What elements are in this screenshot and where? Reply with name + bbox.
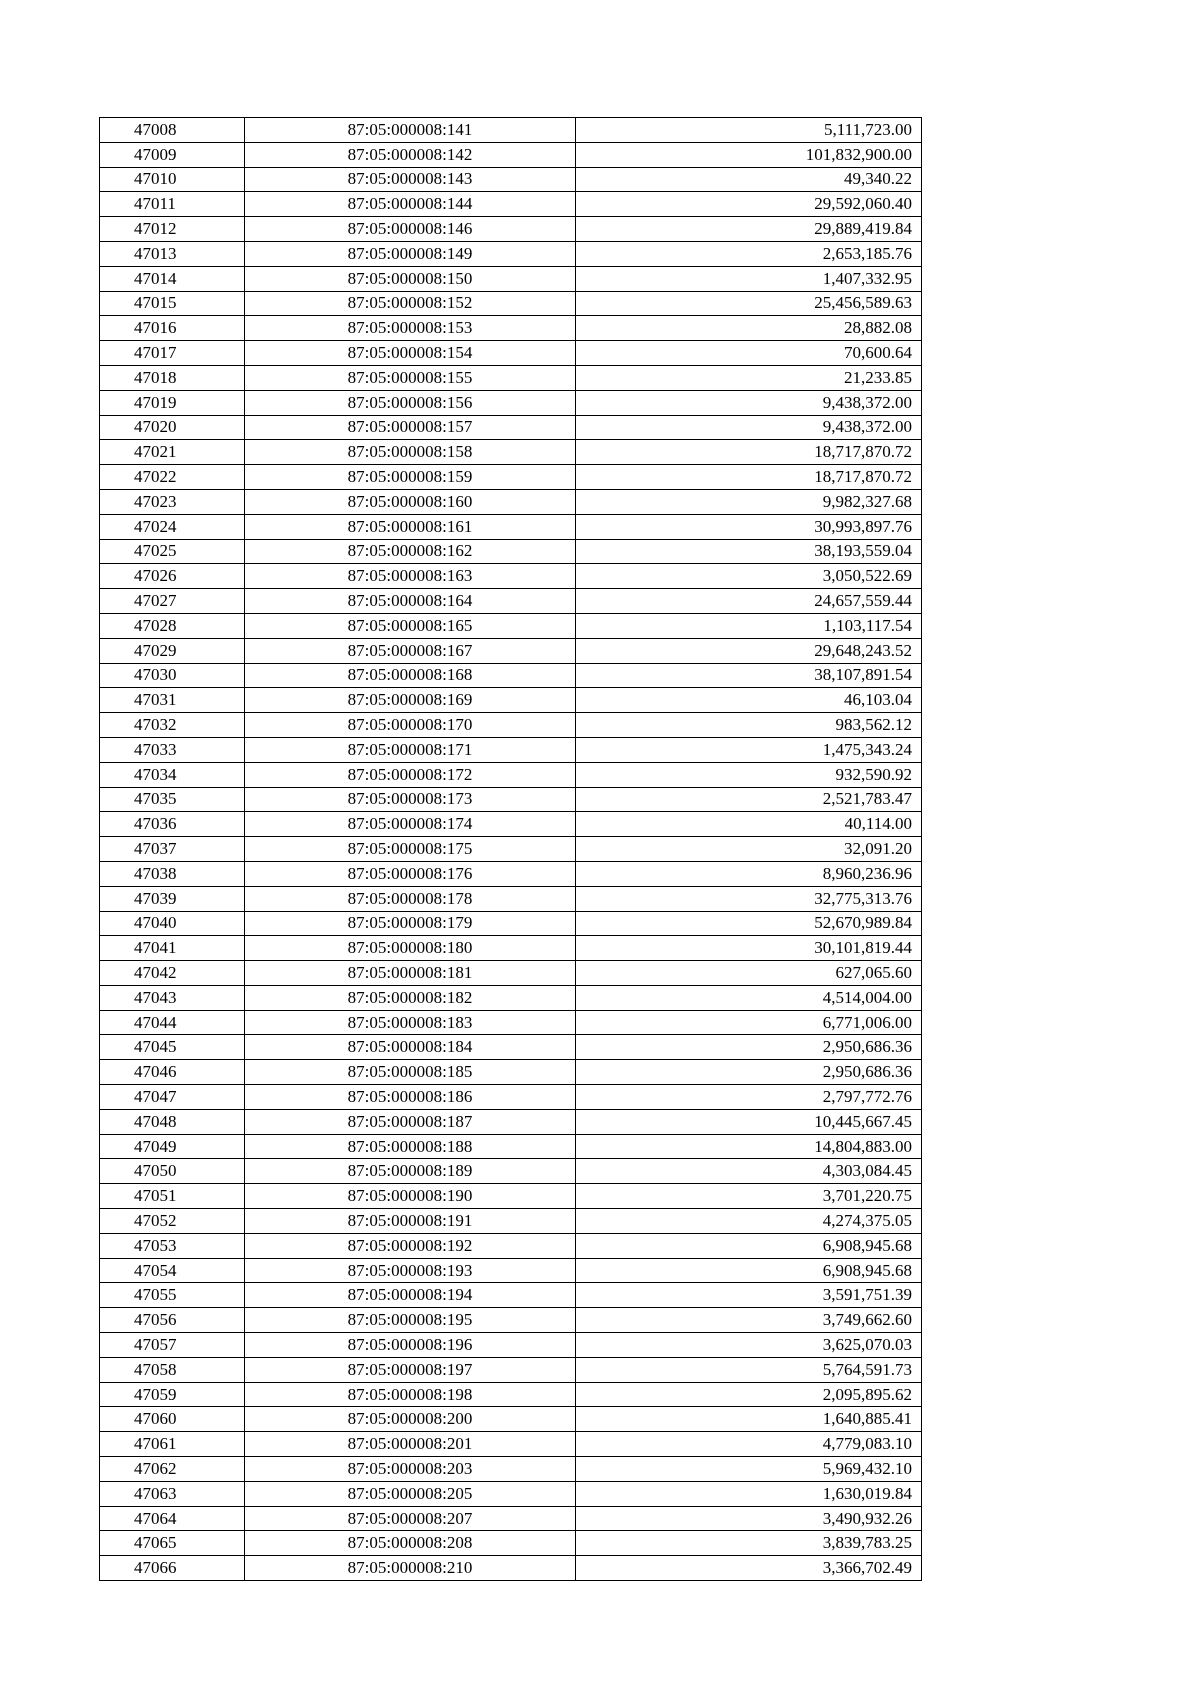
row-number-cell: 47027 xyxy=(100,589,245,614)
row-number-cell: 47059 xyxy=(100,1382,245,1407)
table-row xyxy=(100,167,922,192)
table-row xyxy=(100,217,922,242)
row-number-cell: 47019 xyxy=(100,390,245,415)
cadastral-number-cell: 87:05:000008:203 xyxy=(245,1457,576,1482)
value-cell: 3,366,702.49 xyxy=(576,1556,922,1581)
row-number-cell: 47036 xyxy=(100,812,245,837)
row-number-cell: 47015 xyxy=(100,291,245,316)
cadastral-number-cell: 87:05:000008:154 xyxy=(245,341,576,366)
cadastral-number-cell: 87:05:000008:157 xyxy=(245,415,576,440)
cadastral-value-table xyxy=(99,117,922,1581)
cadastral-number-cell: 87:05:000008:201 xyxy=(245,1432,576,1457)
table-row xyxy=(100,1109,922,1134)
cadastral-number-cell: 87:05:000008:172 xyxy=(245,762,576,787)
cadastral-number-cell: 87:05:000008:170 xyxy=(245,713,576,738)
value-cell: 2,797,772.76 xyxy=(576,1085,922,1110)
value-cell: 1,630,019.84 xyxy=(576,1481,922,1506)
value-cell: 3,050,522.69 xyxy=(576,564,922,589)
value-cell: 2,095,895.62 xyxy=(576,1382,922,1407)
cadastral-number-cell: 87:05:000008:208 xyxy=(245,1531,576,1556)
table-row xyxy=(100,1060,922,1085)
value-cell: 4,303,084.45 xyxy=(576,1159,922,1184)
table-row xyxy=(100,936,922,961)
cadastral-number-cell: 87:05:000008:205 xyxy=(245,1481,576,1506)
table-row xyxy=(100,1531,922,1556)
cadastral-number-cell: 87:05:000008:143 xyxy=(245,167,576,192)
cadastral-number-cell: 87:05:000008:149 xyxy=(245,241,576,266)
value-cell: 2,950,686.36 xyxy=(576,1035,922,1060)
row-number-cell: 47061 xyxy=(100,1432,245,1457)
row-number-cell: 47040 xyxy=(100,911,245,936)
cadastral-number-cell: 87:05:000008:171 xyxy=(245,737,576,762)
table-row xyxy=(100,1209,922,1234)
value-cell: 3,625,070.03 xyxy=(576,1333,922,1358)
row-number-cell: 47045 xyxy=(100,1035,245,1060)
cadastral-number-cell: 87:05:000008:165 xyxy=(245,613,576,638)
cadastral-number-cell: 87:05:000008:198 xyxy=(245,1382,576,1407)
table-row xyxy=(100,489,922,514)
row-number-cell: 47020 xyxy=(100,415,245,440)
row-number-cell: 47056 xyxy=(100,1308,245,1333)
value-cell: 3,839,783.25 xyxy=(576,1531,922,1556)
table-row xyxy=(100,192,922,217)
cadastral-number-cell: 87:05:000008:168 xyxy=(245,663,576,688)
value-cell: 9,438,372.00 xyxy=(576,390,922,415)
row-number-cell: 47008 xyxy=(100,118,245,143)
table-row xyxy=(100,1457,922,1482)
row-number-cell: 47014 xyxy=(100,266,245,291)
value-cell: 4,779,083.10 xyxy=(576,1432,922,1457)
table-row xyxy=(100,564,922,589)
cadastral-number-cell: 87:05:000008:144 xyxy=(245,192,576,217)
cadastral-number-cell: 87:05:000008:173 xyxy=(245,787,576,812)
table-row xyxy=(100,415,922,440)
table-row xyxy=(100,118,922,143)
cadastral-number-cell: 87:05:000008:164 xyxy=(245,589,576,614)
table-row xyxy=(100,713,922,738)
value-cell: 5,111,723.00 xyxy=(576,118,922,143)
table-row xyxy=(100,1010,922,1035)
row-number-cell: 47054 xyxy=(100,1258,245,1283)
value-cell: 6,908,945.68 xyxy=(576,1233,922,1258)
table-row xyxy=(100,1556,922,1581)
row-number-cell: 47048 xyxy=(100,1109,245,1134)
table-row xyxy=(100,787,922,812)
cadastral-number-cell: 87:05:000008:181 xyxy=(245,961,576,986)
value-cell: 1,475,343.24 xyxy=(576,737,922,762)
value-cell: 1,103,117.54 xyxy=(576,613,922,638)
cadastral-number-cell: 87:05:000008:162 xyxy=(245,539,576,564)
table-row xyxy=(100,539,922,564)
table-row xyxy=(100,688,922,713)
table-row xyxy=(100,1333,922,1358)
value-cell: 29,592,060.40 xyxy=(576,192,922,217)
cadastral-number-cell: 87:05:000008:159 xyxy=(245,465,576,490)
value-cell: 5,764,591.73 xyxy=(576,1357,922,1382)
table-body xyxy=(100,118,922,1581)
cadastral-number-cell: 87:05:000008:194 xyxy=(245,1283,576,1308)
row-number-cell: 47057 xyxy=(100,1333,245,1358)
cadastral-number-cell: 87:05:000008:167 xyxy=(245,638,576,663)
row-number-cell: 47038 xyxy=(100,861,245,886)
value-cell: 4,514,004.00 xyxy=(576,985,922,1010)
row-number-cell: 47013 xyxy=(100,241,245,266)
row-number-cell: 47065 xyxy=(100,1531,245,1556)
row-number-cell: 47023 xyxy=(100,489,245,514)
cadastral-number-cell: 87:05:000008:182 xyxy=(245,985,576,1010)
row-number-cell: 47018 xyxy=(100,365,245,390)
row-number-cell: 47037 xyxy=(100,837,245,862)
table-row xyxy=(100,1357,922,1382)
value-cell: 5,969,432.10 xyxy=(576,1457,922,1482)
table-row xyxy=(100,365,922,390)
table-row xyxy=(100,812,922,837)
value-cell: 49,340.22 xyxy=(576,167,922,192)
value-cell: 18,717,870.72 xyxy=(576,465,922,490)
row-number-cell: 47042 xyxy=(100,961,245,986)
table-row xyxy=(100,1085,922,1110)
value-cell: 10,445,667.45 xyxy=(576,1109,922,1134)
table-row xyxy=(100,1159,922,1184)
table-row xyxy=(100,961,922,986)
table-row xyxy=(100,316,922,341)
table-row xyxy=(100,1283,922,1308)
row-number-cell: 47039 xyxy=(100,886,245,911)
row-number-cell: 47064 xyxy=(100,1506,245,1531)
cadastral-number-cell: 87:05:000008:179 xyxy=(245,911,576,936)
cadastral-number-cell: 87:05:000008:146 xyxy=(245,217,576,242)
cadastral-number-cell: 87:05:000008:193 xyxy=(245,1258,576,1283)
row-number-cell: 47032 xyxy=(100,713,245,738)
cadastral-number-cell: 87:05:000008:169 xyxy=(245,688,576,713)
row-number-cell: 47052 xyxy=(100,1209,245,1234)
row-number-cell: 47047 xyxy=(100,1085,245,1110)
value-cell: 1,407,332.95 xyxy=(576,266,922,291)
value-cell: 6,771,006.00 xyxy=(576,1010,922,1035)
table-row xyxy=(100,886,922,911)
value-cell: 25,456,589.63 xyxy=(576,291,922,316)
cadastral-number-cell: 87:05:000008:142 xyxy=(245,142,576,167)
cadastral-number-cell: 87:05:000008:175 xyxy=(245,837,576,862)
table-row xyxy=(100,1407,922,1432)
table-row xyxy=(100,589,922,614)
row-number-cell: 47024 xyxy=(100,514,245,539)
value-cell: 32,775,313.76 xyxy=(576,886,922,911)
row-number-cell: 47046 xyxy=(100,1060,245,1085)
cadastral-number-cell: 87:05:000008:189 xyxy=(245,1159,576,1184)
cadastral-number-cell: 87:05:000008:141 xyxy=(245,118,576,143)
row-number-cell: 47041 xyxy=(100,936,245,961)
value-cell: 14,804,883.00 xyxy=(576,1134,922,1159)
row-number-cell: 47011 xyxy=(100,192,245,217)
row-number-cell: 47033 xyxy=(100,737,245,762)
row-number-cell: 47060 xyxy=(100,1407,245,1432)
row-number-cell: 47028 xyxy=(100,613,245,638)
value-cell: 28,882.08 xyxy=(576,316,922,341)
table-row xyxy=(100,390,922,415)
value-cell: 46,103.04 xyxy=(576,688,922,713)
value-cell: 38,193,559.04 xyxy=(576,539,922,564)
cadastral-number-cell: 87:05:000008:191 xyxy=(245,1209,576,1234)
table-row xyxy=(100,985,922,1010)
value-cell: 932,590.92 xyxy=(576,762,922,787)
value-cell: 2,950,686.36 xyxy=(576,1060,922,1085)
value-cell: 38,107,891.54 xyxy=(576,663,922,688)
value-cell: 101,832,900.00 xyxy=(576,142,922,167)
table-row xyxy=(100,613,922,638)
value-cell: 3,749,662.60 xyxy=(576,1308,922,1333)
value-cell: 2,521,783.47 xyxy=(576,787,922,812)
table-row xyxy=(100,1308,922,1333)
value-cell: 3,701,220.75 xyxy=(576,1184,922,1209)
value-cell: 40,114.00 xyxy=(576,812,922,837)
table-row xyxy=(100,737,922,762)
table-row xyxy=(100,1258,922,1283)
row-number-cell: 47012 xyxy=(100,217,245,242)
row-number-cell: 47055 xyxy=(100,1283,245,1308)
cadastral-number-cell: 87:05:000008:160 xyxy=(245,489,576,514)
cadastral-number-cell: 87:05:000008:186 xyxy=(245,1085,576,1110)
cadastral-number-cell: 87:05:000008:180 xyxy=(245,936,576,961)
value-cell: 3,490,932.26 xyxy=(576,1506,922,1531)
row-number-cell: 47053 xyxy=(100,1233,245,1258)
row-number-cell: 47029 xyxy=(100,638,245,663)
row-number-cell: 47026 xyxy=(100,564,245,589)
row-number-cell: 47031 xyxy=(100,688,245,713)
value-cell: 983,562.12 xyxy=(576,713,922,738)
row-number-cell: 47030 xyxy=(100,663,245,688)
cadastral-number-cell: 87:05:000008:161 xyxy=(245,514,576,539)
table-row xyxy=(100,440,922,465)
table-row xyxy=(100,663,922,688)
row-number-cell: 47010 xyxy=(100,167,245,192)
row-number-cell: 47017 xyxy=(100,341,245,366)
cadastral-number-cell: 87:05:000008:155 xyxy=(245,365,576,390)
row-number-cell: 47058 xyxy=(100,1357,245,1382)
table-row xyxy=(100,241,922,266)
value-cell: 9,438,372.00 xyxy=(576,415,922,440)
cadastral-number-cell: 87:05:000008:195 xyxy=(245,1308,576,1333)
row-number-cell: 47062 xyxy=(100,1457,245,1482)
table-row xyxy=(100,911,922,936)
cadastral-number-cell: 87:05:000008:178 xyxy=(245,886,576,911)
row-number-cell: 47025 xyxy=(100,539,245,564)
row-number-cell: 47050 xyxy=(100,1159,245,1184)
cadastral-number-cell: 87:05:000008:150 xyxy=(245,266,576,291)
value-cell: 8,960,236.96 xyxy=(576,861,922,886)
cadastral-number-cell: 87:05:000008:158 xyxy=(245,440,576,465)
value-cell: 6,908,945.68 xyxy=(576,1258,922,1283)
cadastral-number-cell: 87:05:000008:152 xyxy=(245,291,576,316)
table-row xyxy=(100,762,922,787)
cadastral-number-cell: 87:05:000008:184 xyxy=(245,1035,576,1060)
table-row xyxy=(100,638,922,663)
row-number-cell: 47044 xyxy=(100,1010,245,1035)
value-cell: 24,657,559.44 xyxy=(576,589,922,614)
value-cell: 21,233.85 xyxy=(576,365,922,390)
row-number-cell: 47063 xyxy=(100,1481,245,1506)
table-row xyxy=(100,142,922,167)
table-row xyxy=(100,1481,922,1506)
table-row xyxy=(100,291,922,316)
value-cell: 627,065.60 xyxy=(576,961,922,986)
value-cell: 18,717,870.72 xyxy=(576,440,922,465)
cadastral-number-cell: 87:05:000008:192 xyxy=(245,1233,576,1258)
value-cell: 52,670,989.84 xyxy=(576,911,922,936)
cadastral-number-cell: 87:05:000008:163 xyxy=(245,564,576,589)
table-row xyxy=(100,514,922,539)
cadastral-number-cell: 87:05:000008:210 xyxy=(245,1556,576,1581)
table-row xyxy=(100,1134,922,1159)
table-row xyxy=(100,341,922,366)
table-row xyxy=(100,1233,922,1258)
row-number-cell: 47043 xyxy=(100,985,245,1010)
value-cell: 9,982,327.68 xyxy=(576,489,922,514)
value-cell: 1,640,885.41 xyxy=(576,1407,922,1432)
value-cell: 29,648,243.52 xyxy=(576,638,922,663)
table-row xyxy=(100,1432,922,1457)
value-cell: 29,889,419.84 xyxy=(576,217,922,242)
row-number-cell: 47009 xyxy=(100,142,245,167)
table-row xyxy=(100,1184,922,1209)
row-number-cell: 47066 xyxy=(100,1556,245,1581)
row-number-cell: 47049 xyxy=(100,1134,245,1159)
value-cell: 30,101,819.44 xyxy=(576,936,922,961)
cadastral-number-cell: 87:05:000008:185 xyxy=(245,1060,576,1085)
table-row xyxy=(100,861,922,886)
row-number-cell: 47034 xyxy=(100,762,245,787)
value-cell: 4,274,375.05 xyxy=(576,1209,922,1234)
table-row xyxy=(100,465,922,490)
cadastral-number-cell: 87:05:000008:176 xyxy=(245,861,576,886)
cadastral-number-cell: 87:05:000008:197 xyxy=(245,1357,576,1382)
table-row xyxy=(100,266,922,291)
value-cell: 2,653,185.76 xyxy=(576,241,922,266)
cadastral-number-cell: 87:05:000008:187 xyxy=(245,1109,576,1134)
cadastral-number-cell: 87:05:000008:156 xyxy=(245,390,576,415)
cadastral-number-cell: 87:05:000008:207 xyxy=(245,1506,576,1531)
value-cell: 3,591,751.39 xyxy=(576,1283,922,1308)
cadastral-number-cell: 87:05:000008:153 xyxy=(245,316,576,341)
row-number-cell: 47016 xyxy=(100,316,245,341)
row-number-cell: 47051 xyxy=(100,1184,245,1209)
table-row xyxy=(100,1506,922,1531)
cadastral-number-cell: 87:05:000008:174 xyxy=(245,812,576,837)
cadastral-number-cell: 87:05:000008:183 xyxy=(245,1010,576,1035)
row-number-cell: 47021 xyxy=(100,440,245,465)
table-row xyxy=(100,1382,922,1407)
cadastral-number-cell: 87:05:000008:196 xyxy=(245,1333,576,1358)
cadastral-number-cell: 87:05:000008:200 xyxy=(245,1407,576,1432)
row-number-cell: 47022 xyxy=(100,465,245,490)
table-row xyxy=(100,837,922,862)
row-number-cell: 47035 xyxy=(100,787,245,812)
value-cell: 70,600.64 xyxy=(576,341,922,366)
value-cell: 30,993,897.76 xyxy=(576,514,922,539)
cadastral-number-cell: 87:05:000008:190 xyxy=(245,1184,576,1209)
value-cell: 32,091.20 xyxy=(576,837,922,862)
table-row xyxy=(100,1035,922,1060)
cadastral-number-cell: 87:05:000008:188 xyxy=(245,1134,576,1159)
